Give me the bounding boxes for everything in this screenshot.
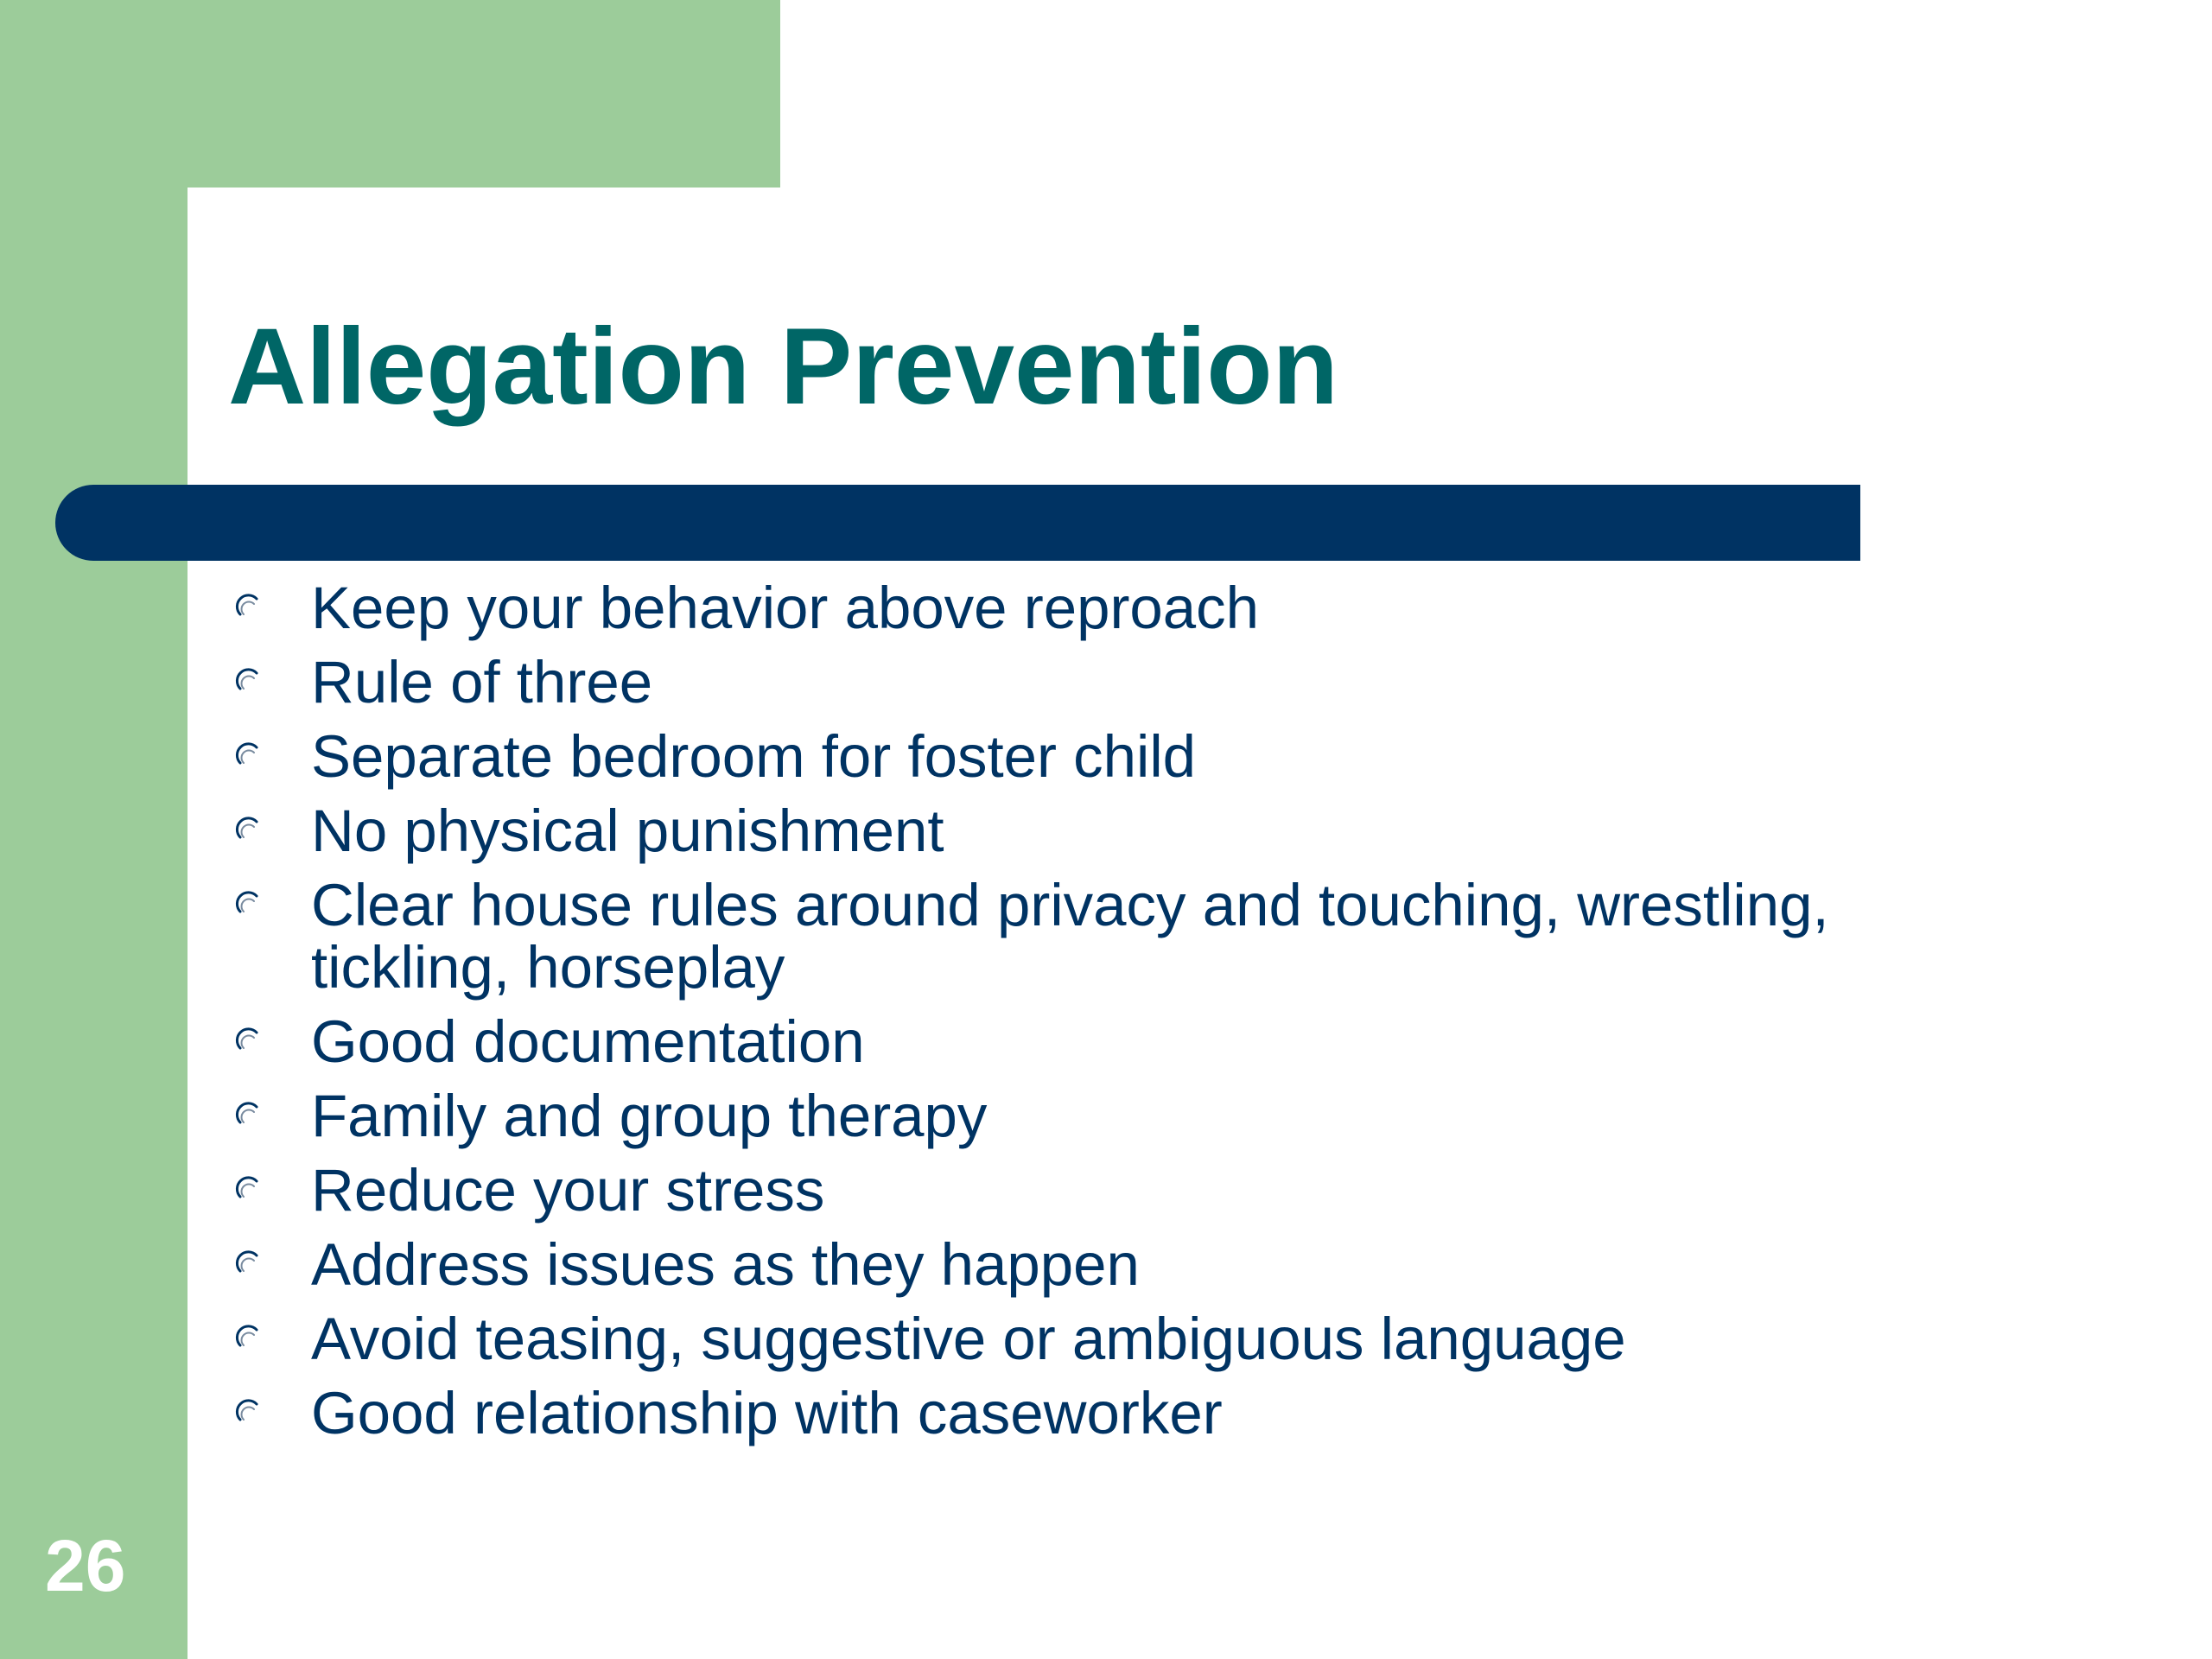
bullet-item xyxy=(228,800,1974,862)
bullet-list xyxy=(228,577,1974,1457)
open-circle-bullet-icon xyxy=(228,1011,311,1073)
open-circle-bullet-icon xyxy=(228,1382,311,1445)
green-top-panel xyxy=(0,0,780,188)
bullet-item xyxy=(228,1085,1974,1147)
open-circle-bullet-icon xyxy=(228,800,311,862)
green-side-panel xyxy=(0,0,188,1659)
bullet-item xyxy=(228,1008,1974,1075)
bullet-item xyxy=(228,1231,1974,1298)
bullet-text: Keep your behavior above reproach xyxy=(311,575,1260,641)
open-circle-bullet-icon xyxy=(228,726,311,788)
bullet-item xyxy=(228,1157,1974,1224)
open-circle-bullet-icon xyxy=(228,1085,311,1147)
bullet-item xyxy=(228,1308,1974,1370)
bullet-item xyxy=(228,649,1974,715)
bullet-text: No physical punishment xyxy=(311,798,944,864)
open-circle-bullet-icon xyxy=(228,1160,311,1222)
open-circle-bullet-icon xyxy=(228,1234,311,1296)
bullet-item xyxy=(228,577,1974,639)
bullet-text: Avoid teasing, suggestive or ambiguous language xyxy=(311,1306,1626,1372)
open-circle-bullet-icon xyxy=(228,577,311,639)
open-circle-bullet-icon xyxy=(228,874,311,937)
title-underline-bar xyxy=(55,485,1860,561)
open-circle-bullet-icon xyxy=(228,1308,311,1370)
slide-number: 26 xyxy=(45,1525,126,1606)
open-circle-bullet-icon xyxy=(228,652,311,714)
bullet-text: Clear house rules around privacy and touching, wrestling, tickling, horseplay xyxy=(311,872,1829,1001)
bullet-text: Family and group therapy xyxy=(311,1083,988,1149)
bullet-item xyxy=(228,874,1974,999)
slide-title: Allegation Prevention xyxy=(228,307,1338,427)
bullet-item xyxy=(228,723,1974,790)
bullet-text: Separate bedroom for foster child xyxy=(311,723,1197,790)
bullet-text: Good relationship with caseworker xyxy=(311,1380,1223,1446)
bullet-text: Reduce your stress xyxy=(311,1157,825,1224)
bullet-text: Good documentation xyxy=(311,1008,865,1075)
bullet-item xyxy=(228,1382,1974,1445)
bullet-text: Rule of three xyxy=(311,649,653,715)
bullet-text: Address issues as they happen xyxy=(311,1231,1140,1298)
